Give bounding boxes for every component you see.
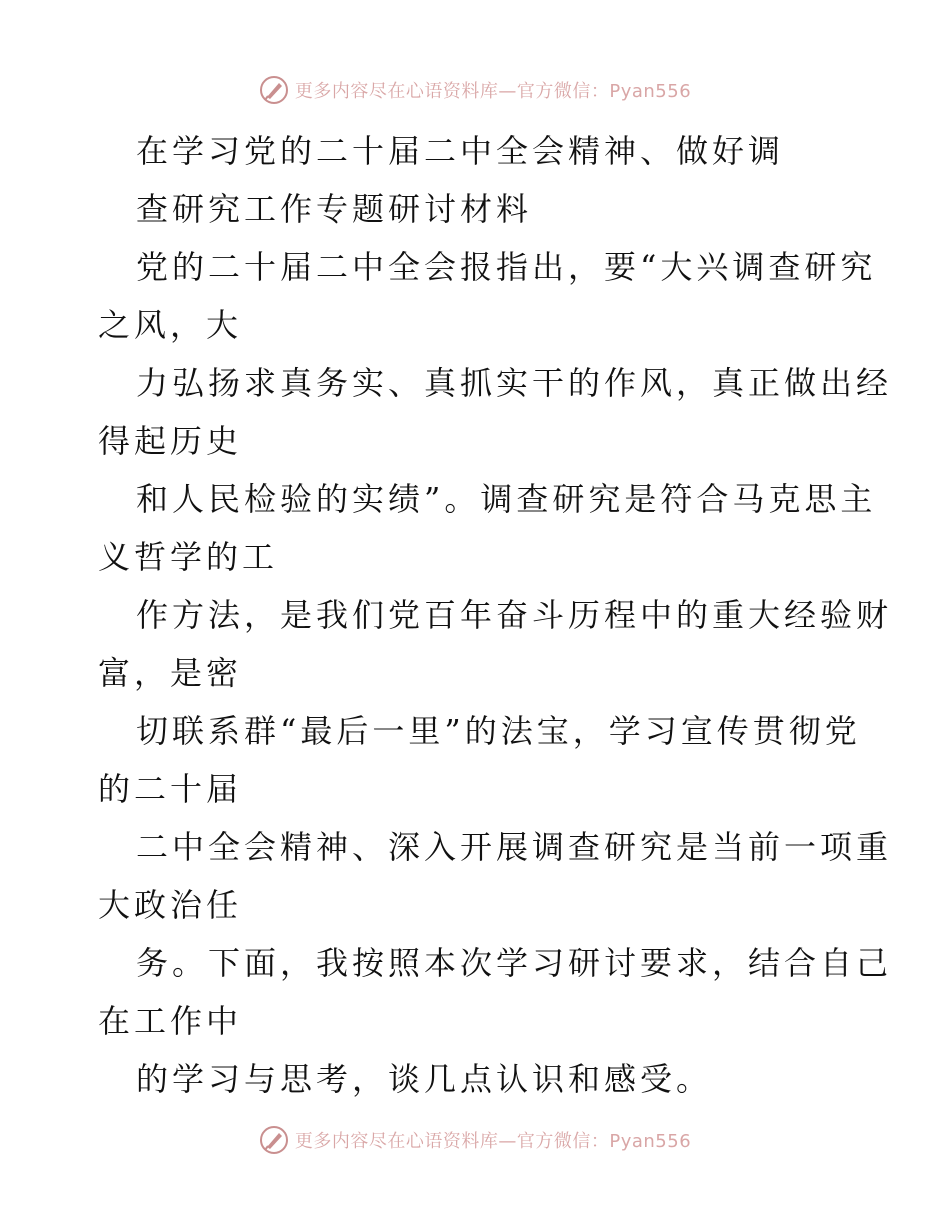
paragraph-line: 务。下面，我按照本次学习研讨要求，结合自己	[136, 944, 893, 982]
paragraph-line: 在工作中	[98, 1002, 243, 1040]
header-watermark-text: 更多内容尽在心语资料库—官方微信：Pyan556	[294, 81, 692, 102]
paragraph-line: 义哲学的工	[98, 538, 279, 576]
footer-watermark-text: 更多内容尽在心语资料库—官方微信：Pyan556	[294, 1131, 692, 1152]
paragraph-line: 二中全会精神、深入开展调查研究是当前一项重	[136, 828, 893, 866]
paragraph-line: 得起历史	[98, 422, 243, 460]
quill-pen-circle-icon	[259, 75, 289, 105]
paragraph-line: 和人民检验的实绩”。调查研究是符合马克思主	[136, 480, 877, 518]
paragraph-line: 的学习与思考，谈几点认识和感受。	[136, 1060, 713, 1098]
document-title-line: 查研究工作专题研讨材料	[136, 190, 533, 228]
footer-watermark-banner	[0, 1123, 950, 1157]
header-watermark-banner	[0, 73, 950, 107]
paragraph-line: 切联系群“最后一里”的法宝，学习宣传贯彻党	[136, 712, 861, 750]
paragraph-line: 之风，大	[98, 306, 243, 344]
paragraph-line: 力弘扬求真务实、真抓实干的作风，真正做出经	[136, 364, 893, 402]
quill-pen-circle-icon	[259, 1125, 289, 1155]
document-body	[98, 122, 893, 1108]
paragraph-line: 作方法，是我们党百年奋斗历程中的重大经验财	[136, 596, 893, 634]
document-title-line: 在学习党的二十届二中全会精神、做好调	[136, 132, 785, 170]
paragraph-line: 党的二十届二中全会报指出，要“大兴调查研究	[136, 248, 877, 286]
paragraph-line: 大政治任	[98, 886, 243, 924]
paragraph-line: 富，是密	[98, 654, 243, 692]
paragraph-line: 的二十届	[98, 770, 243, 808]
